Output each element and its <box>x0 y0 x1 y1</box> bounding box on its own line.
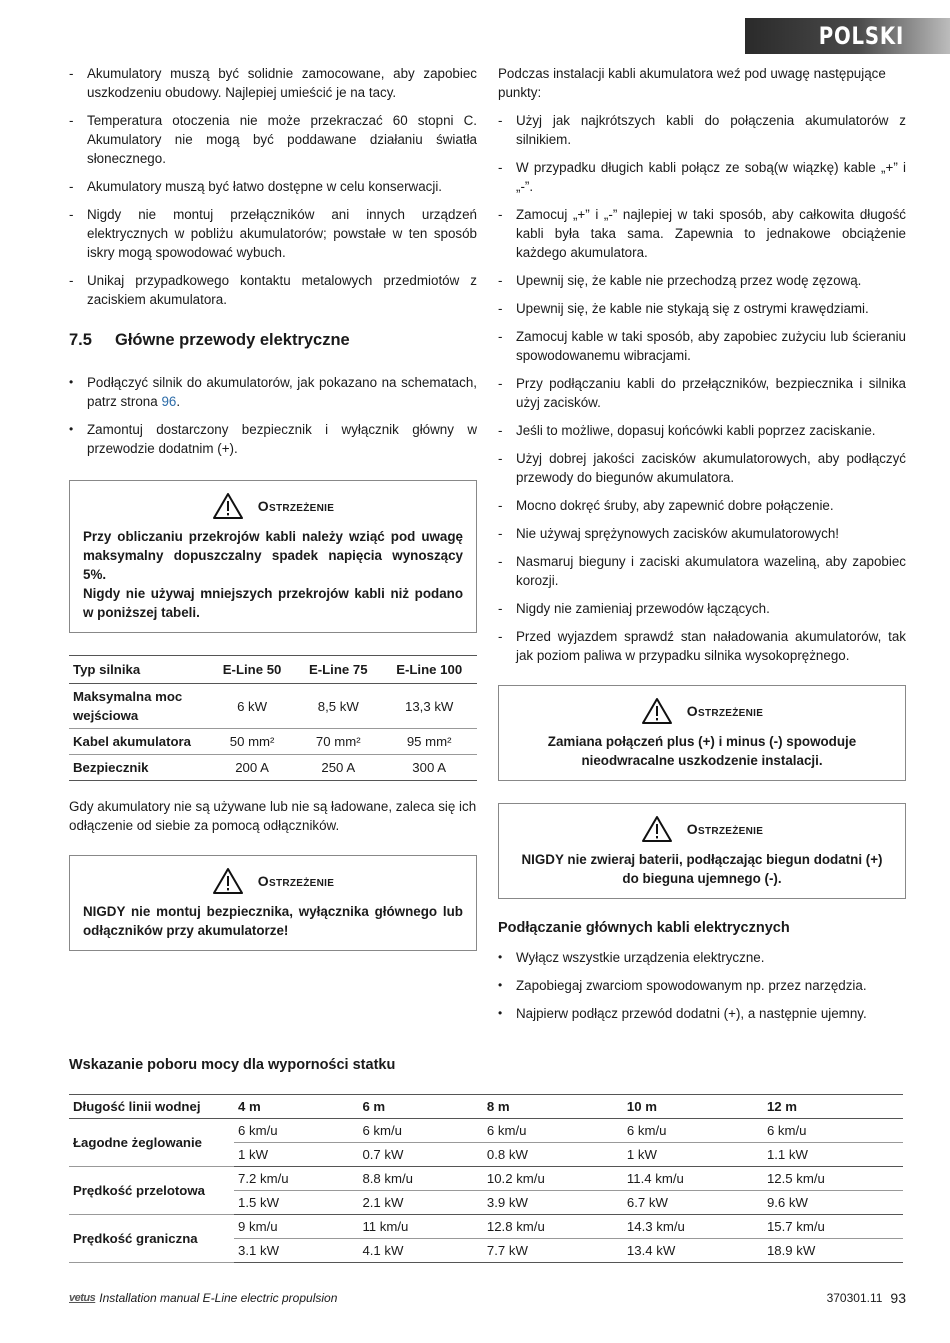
warning-text: Zamiana połączeń plus (+) i minus (-) spowoduje nieodwracalne uszkodzenie instalacji. <box>547 734 857 768</box>
list-item: - Nigdy nie zamieniaj przewodów łączących. <box>498 599 906 618</box>
list-item: • Zapobiegaj zwarciom spowodowanym np. przez narzędzia. <box>498 976 906 995</box>
section-number: 7.5 <box>69 331 92 349</box>
table-row: Prędkość przelotowa 7.2 km/u 8.8 km/u 10.2 km/u 11.4 km/u 12.5 km/u <box>69 1167 903 1191</box>
column-header: Typ silnika <box>69 656 209 684</box>
list-item: - Temperatura otoczenia nie może przekraczać 60 stopni C. Akumulatory nie mogą być poddawane działaniu światła słonecznego. <box>69 111 477 168</box>
table-row: Maksymalna moc wejściowa 6 kW 8,5 kW 13,3 kW <box>69 684 477 729</box>
column-header: E-Line 50 <box>209 656 295 684</box>
intro-paragraph: Podczas instalacji kabli akumulatora weź pod uwagę następujące punkty: <box>498 66 886 100</box>
motor-spec-table <box>69 655 477 781</box>
disconnect-paragraph: Gdy akumulatory nie są używane lub nie są ładowane, zaleca się ich odłączenie od siebie za pomocą odłączników. <box>69 799 477 833</box>
warning-title: Ostrzeżenie <box>686 820 764 837</box>
list-item: - Unikaj przypadkowego kontaktu metalowych przedmiotów z zaciskiem akumulatora. <box>69 271 477 309</box>
table-row: Prędkość graniczna 9 km/u 11 km/u 12.8 km/u 14.3 km/u 15.7 km/u <box>69 1215 903 1239</box>
manual-title: Installation manual E-Line electric propulsion <box>99 1291 338 1305</box>
warning-text: Przy obliczaniu przekrojów kabli należy wziąć pod uwagę maksymalny dopuszczalny spadek napięcia wynoszący 5%. <box>83 529 463 582</box>
table-row: 1 kW 0.7 kW 0.8 kW 1 kW 1.1 kW <box>69 1143 903 1167</box>
subsection-title: Podłączanie głównych kabli elektrycznych <box>498 920 790 936</box>
row-label: Łagodne żeglowanie <box>69 1119 234 1167</box>
warning-box-polarity <box>498 685 906 781</box>
list-item: - W przypadku długich kabli połącz ze sobą(w wiązkę) kable „+” i „-”. <box>498 158 906 196</box>
page-footer <box>69 1289 906 1308</box>
table-row: 3.1 kW 4.1 kW 7.7 kW 13.4 kW 18.9 kW <box>69 1239 903 1263</box>
list-item: • Najpierw podłącz przewód dodatni (+), a następnie ujemny. <box>498 1004 906 1023</box>
connection-steps-list <box>498 948 906 1023</box>
list-item: • Wyłącz wszystkie urządzenia elektryczne. <box>498 948 906 967</box>
warning-title: Ostrzeżenie <box>257 497 335 514</box>
warning-title: Ostrzeżenie <box>257 872 335 889</box>
column-header: Długość linii wodnej <box>69 1095 234 1119</box>
list-item: - Nigdy nie montuj przełączników ani innych urządzeń elektrycznych w pobliżu akumulatorów; powstałe w ten sposób iskry mogą spowodować wybuch. <box>69 205 477 262</box>
row-label: Prędkość graniczna <box>69 1215 234 1263</box>
list-item: • Zamontuj dostarczony bezpiecznik i wyłącznik główny w przewodzie dodatnim (+). <box>69 420 477 458</box>
column-header: 10 m <box>623 1095 763 1119</box>
left-column <box>69 64 477 971</box>
document-number: 370301.11 <box>826 1291 883 1305</box>
row-label: Prędkość przelotowa <box>69 1167 234 1215</box>
language-tab <box>745 18 950 54</box>
column-header: 8 m <box>483 1095 623 1119</box>
section-title: Główne przewody elektryczne <box>115 331 350 349</box>
warning-triangle-icon <box>641 697 673 725</box>
list-item: - Nasmaruj bieguny i zaciski akumulatora wazeliną, aby zapobiec korozji. <box>498 552 906 590</box>
list-item: - Akumulatory muszą być solidnie zamocowane, aby zapobiec uszkodzeniu obudowy. Najlepiej umieścić je na tacy. <box>69 64 477 102</box>
list-item: • Podłączyć silnik do akumulatorów, jak pokazano na schematach, patrz strona 96. <box>69 373 477 411</box>
right-column <box>498 64 906 1032</box>
section-heading <box>69 329 477 351</box>
main-cables-list <box>69 373 477 458</box>
list-item: - Upewnij się, że kable nie stykają się z ostrymi krawędziami. <box>498 299 906 318</box>
column-header: 4 m <box>234 1095 358 1119</box>
warning-text: Nigdy nie używaj mniejszych przekrojów kabli niż podano w poniższej tabeli. <box>83 586 463 620</box>
cable-installation-list <box>498 111 906 665</box>
brand-logo: vetus <box>69 1292 96 1304</box>
list-item: - Zamocuj kable w taki sposób, aby zapobiec zużyciu lub ścieraniu spowodowanemu wibracjami. <box>498 327 906 365</box>
table-row: Kabel akumulatora 50 mm² 70 mm² 95 mm² <box>69 729 477 755</box>
battery-placement-list <box>69 64 477 309</box>
power-table-title: Wskazanie poboru mocy dla wyporności statku <box>69 1057 396 1073</box>
power-consumption-table <box>69 1094 903 1263</box>
list-item: - Nie używaj sprężynowych zacisków akumulatorowych! <box>498 524 906 543</box>
list-item: - Jeśli to możliwe, dopasuj końcówki kabli poprzez zaciskanie. <box>498 421 906 440</box>
column-header: 12 m <box>763 1095 903 1119</box>
list-item: - Użyj jak najkrótszych kabli do połączenia akumulatorów z silnikiem. <box>498 111 906 149</box>
column-header: E-Line 75 <box>295 656 381 684</box>
table-row: Łagodne żeglowanie 6 km/u 6 km/u 6 km/u 6 km/u 6 km/u <box>69 1119 903 1143</box>
language-label: POLSKI <box>818 22 904 50</box>
warning-box-cable-sizing <box>69 480 477 633</box>
warning-triangle-icon <box>212 867 244 895</box>
column-header: 6 m <box>358 1095 482 1119</box>
table-row: 1.5 kW 2.1 kW 3.9 kW 6.7 kW 9.6 kW <box>69 1191 903 1215</box>
list-item: - Mocno dokręć śruby, aby zapewnić dobre połączenie. <box>498 496 906 515</box>
warning-triangle-icon <box>641 815 673 843</box>
column-header: E-Line 100 <box>381 656 477 684</box>
warning-text: NIGDY nie zwieraj baterii, podłączając biegun dodatni (+) do bieguna ujemnego (-). <box>521 852 883 886</box>
list-item: - Przed wyjazdem sprawdź stan naładowania akumulatorów, tak jak poziom paliwa w przypadku silnika wysokoprężnego. <box>498 627 906 665</box>
warning-text: NIGDY nie montuj bezpiecznika, wyłącznika głównego lub odłączników przy akumulatorze! <box>83 904 463 938</box>
list-item: - Przy podłączaniu kabli do przełączników, bezpiecznika i silnika użyj zacisków. <box>498 374 906 412</box>
warning-box-short-circuit <box>498 803 906 899</box>
list-item: - Upewnij się, że kable nie przechodzą przez wodę zęzową. <box>498 271 906 290</box>
list-item: - Akumulatory muszą być łatwo dostępne w celu konserwacji. <box>69 177 477 196</box>
page-link[interactable]: 96 <box>161 394 177 409</box>
page-number: 93 <box>890 1290 906 1306</box>
list-item: - Użyj dobrej jakości zacisków akumulatorowych, aby podłączyć przewody do biegunów akumulatora. <box>498 449 906 487</box>
list-item: - Zamocuj „+” i „-” najlepiej w taki sposób, aby całkowita długość kabli była taka sama. Zapewnia to jednakowe obciążenie każdego akumulatora. <box>498 205 906 262</box>
warning-triangle-icon <box>212 492 244 520</box>
table-row: Bezpiecznik 200 A 250 A 300 A <box>69 755 477 781</box>
warning-box-fuse-placement <box>69 855 477 951</box>
warning-title: Ostrzeżenie <box>686 702 764 719</box>
